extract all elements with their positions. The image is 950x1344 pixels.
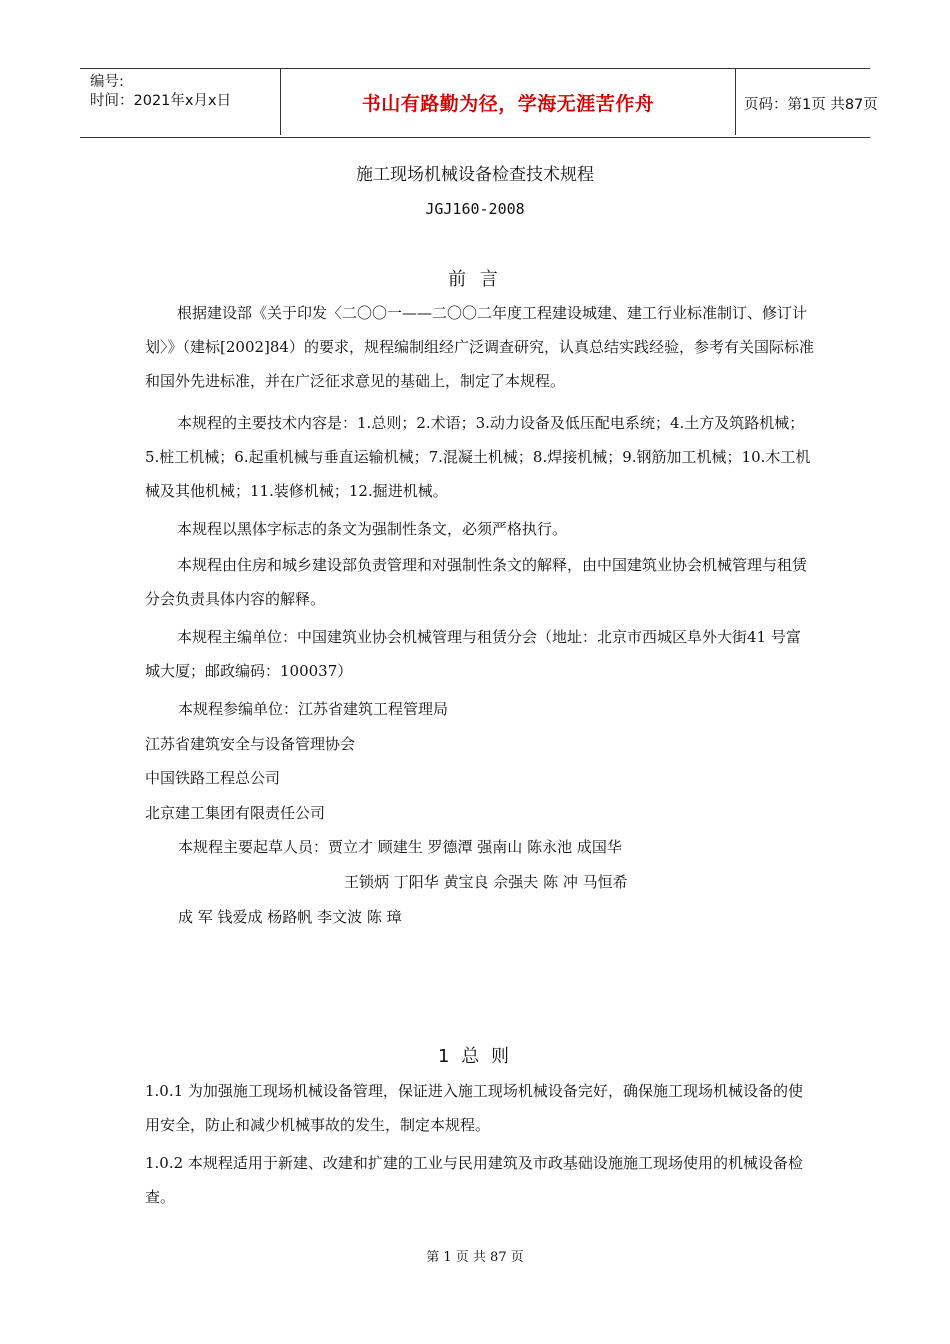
page-info: 页码：第1页 共87页 — [744, 96, 878, 113]
participant-4: 北京建工集团有限责任公司 — [145, 804, 326, 822]
document-title: 施工现场机械设备检查技术规程 — [356, 165, 594, 185]
paragraph-1: 根据建设部《关于印发〈二〇〇一——二〇〇二年度工程建设城建、建工行业标准制订、修订计划〉》（建标[2002]84）的要求，规程编制组经广泛调查研究，认真总结实践经验，参考有关国际标准和国外先进标准，并在广泛征求意见的基础上，制定了本规程。 — [145, 304, 814, 390]
number-label: 编号: — [90, 74, 124, 90]
paragraph-2: 本规程的主要技术内容是：1.总则；2.术语；3.动力设备及低压配电系统；4.土方及筑路机械；5.桩工机械；6.起重机械与垂直运输机械；7.混凝土机械；8.焊接机械；9.钢筋加工机械；10.木工机械及其他机械；11.装修机械；12.掘进机械。 — [145, 414, 811, 500]
motto-text: 书山有路勤为径，学海无涯苦作舟 — [361, 92, 655, 115]
foreword-heading: 前 言 — [448, 269, 502, 290]
drafters-line-1: 本规程主要起草人员：贾立才 顾建生 罗德潭 强南山 陈永池 成国华 — [178, 838, 622, 856]
clause-1-0-2: 1.0.2 本规程适用于新建、改建和扩建的工业与民用建筑及市政基础设施施工现场使用的机械设备检查。 — [145, 1154, 803, 1206]
drafters-line-3: 成 军 钱爱成 杨路帆 李文波 陈 璋 — [178, 908, 402, 926]
clause-1-0-1: 1.0.1 为加强施工现场机械设备管理，保证进入施工现场机械设备完好，确保施工现场机械设备的使用安全，防止和减少机械事故的发生，制定本规程。 — [145, 1082, 803, 1134]
document-code: JGJ160-2008 — [425, 200, 525, 218]
header-info-cell — [80, 69, 280, 137]
time-label: 时间：2021年x月x日 — [90, 93, 232, 109]
header-table — [80, 68, 878, 138]
participant-2: 江苏省建筑安全与设备管理协会 — [145, 735, 356, 753]
page-footer: 第 1 页 共 87 页 — [426, 1250, 524, 1265]
header-motto-cell — [280, 69, 736, 135]
paragraph-5: 本规程主编单位：中国建筑业协会机械管理与租赁分会（地址：北京市西城区阜外大街41 号富城大厦；邮政编码：100037） — [145, 628, 801, 680]
drafters-line-2: 王锁炳 丁阳华 黄宝良 佘强夫 陈 冲 马恒希 — [344, 873, 628, 891]
participant-3: 中国铁路工程总公司 — [145, 769, 281, 787]
paragraph-4: 本规程由住房和城乡建设部负责管理和对强制性条文的解释，由中国建筑业协会机械管理与租赁分会负责具体内容的解释。 — [145, 556, 808, 608]
paragraph-3: 本规程以黑体字标志的条文为强制性条文，必须严格执行。 — [177, 520, 568, 538]
chapter-1-heading: 1 总 则 — [438, 1046, 512, 1067]
participants-line: 本规程参编单位：江苏省建筑工程管理局 — [178, 700, 449, 718]
